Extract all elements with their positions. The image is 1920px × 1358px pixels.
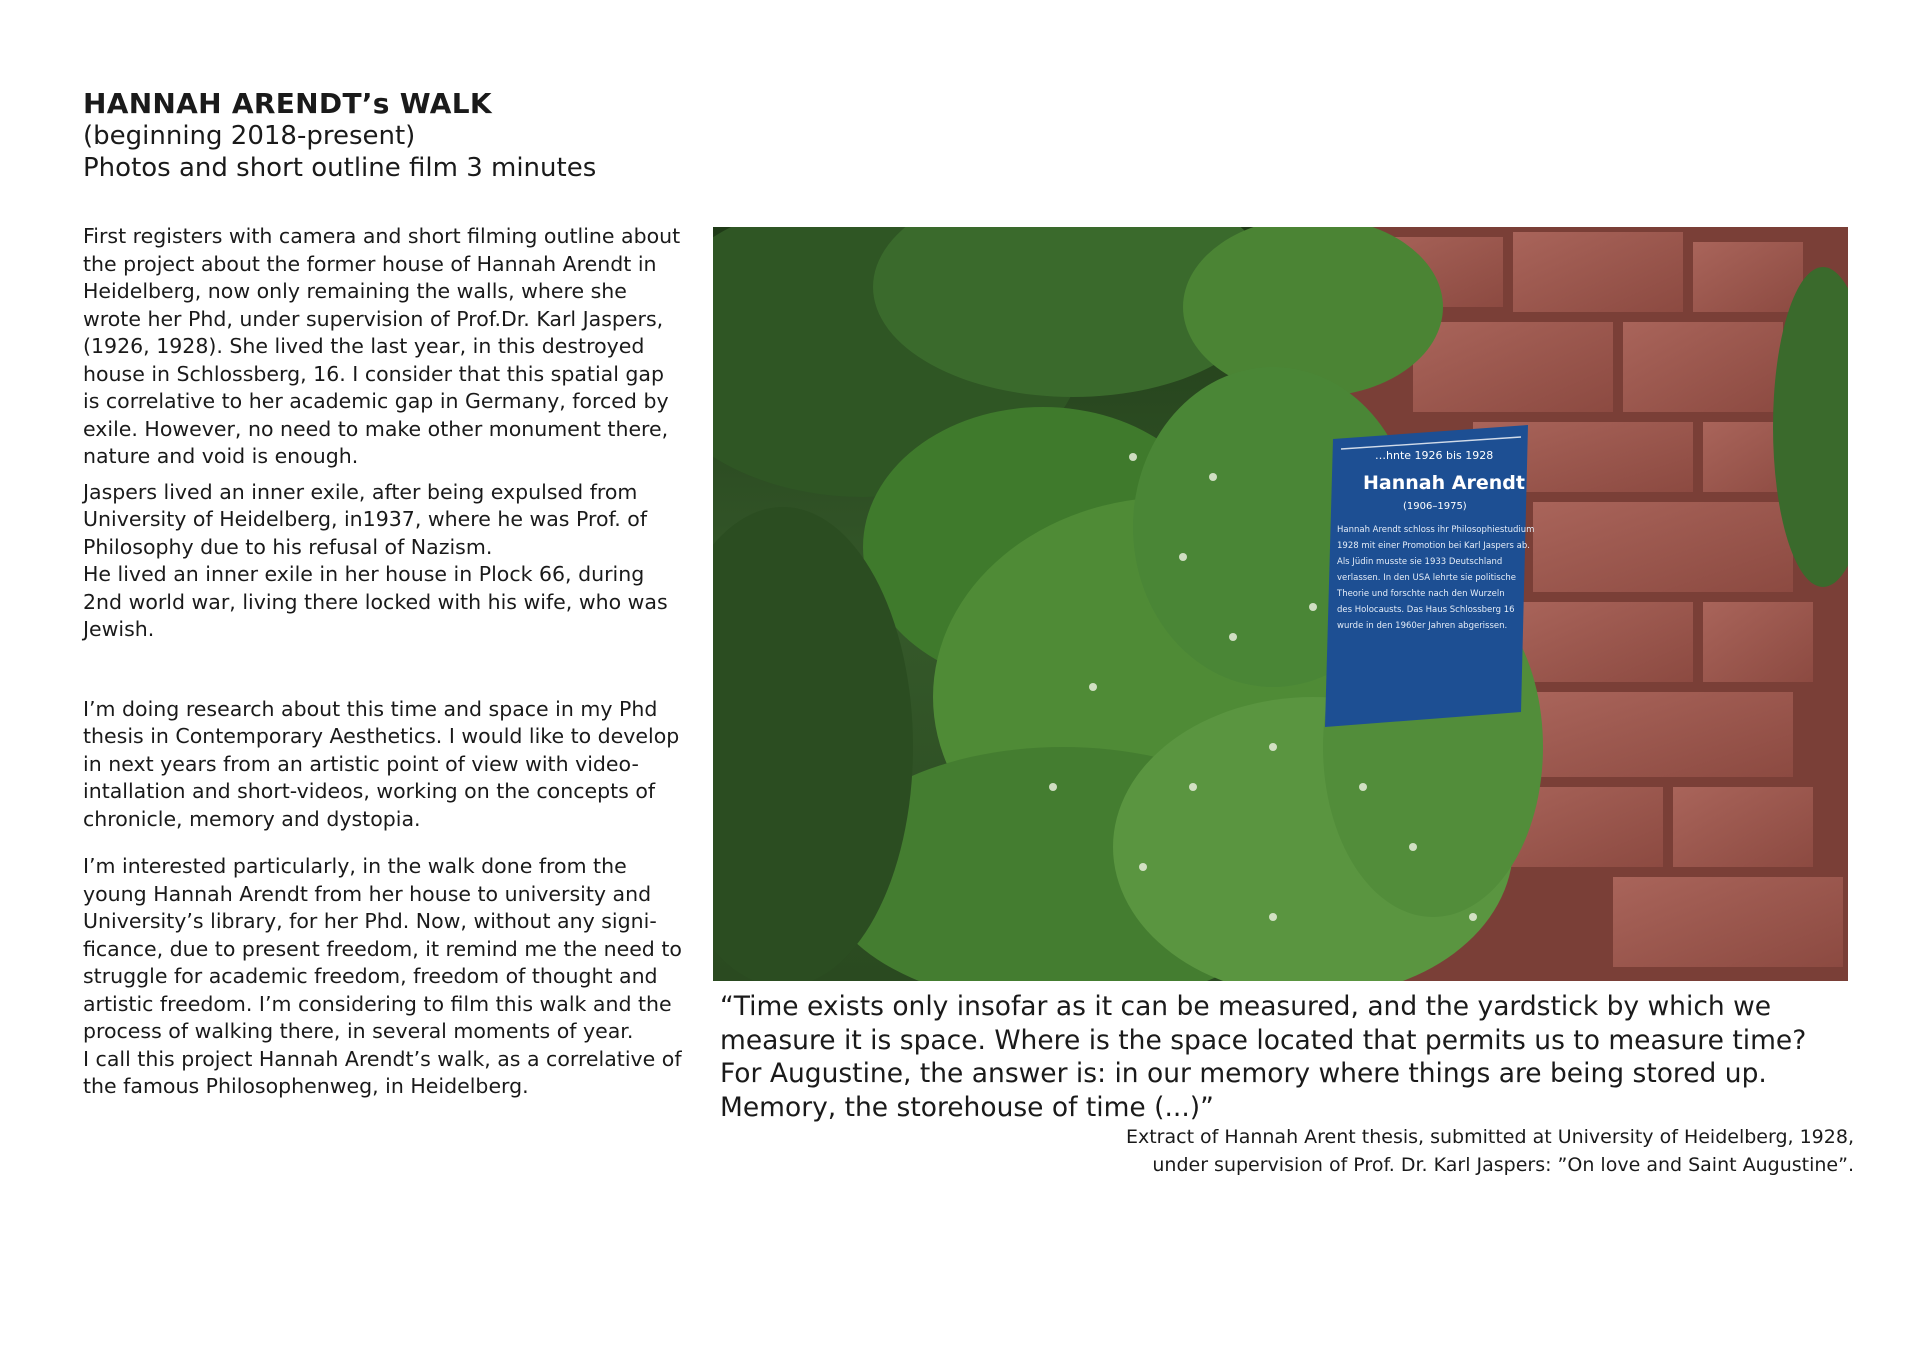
plaque-line: verlassen. In den USA lehrte sie politische bbox=[1337, 573, 1516, 583]
augustine-quote: “Time exists only insofar as it can be measured, and the yardstick by which we measure it is space. Where is the space located that permits us to measure time? For Augustine, the answer is: in our memory where things are being stored up. Memory, the storehouse of time (...)” bbox=[720, 991, 1807, 1123]
body-text bbox=[83, 223, 683, 1101]
plaque-line: Als Jüdin musste sie 1933 Deutschland bbox=[1337, 557, 1503, 567]
paragraph-project-name: I call this project Hannah Arendt’s walk, as a correlative of the famous Philosophenweg, in Heidelberg. bbox=[83, 1046, 682, 1098]
plaque-line: des Holocausts. Das Haus Schlossberg 16 bbox=[1337, 605, 1515, 615]
caption-line-2: under supervision of Prof. Dr. Karl Jaspers: ”On love and Saint Augustine”. bbox=[1152, 1154, 1854, 1176]
plaque-top: …hnte 1926 bis 1928 bbox=[1375, 449, 1494, 462]
caption-line-1: Extract of Hannah Arent thesis, submitted at University of Heidelberg, 1928, bbox=[1125, 1126, 1854, 1148]
memorial-plaque bbox=[1325, 425, 1534, 727]
header bbox=[83, 88, 683, 184]
plaque-line: 1928 mit einer Promotion bei Karl Jaspers ab. bbox=[1337, 541, 1530, 551]
quote-source-caption bbox=[954, 1123, 1854, 1179]
plaque-line: Hannah Arendt schloss ihr Philosophiestudium bbox=[1337, 525, 1535, 535]
paragraph-research: I’m doing research about this time and space in my Phd thesis in Contemporary Aesthetics. I would like to develop in next years from an artistic point of view with video-intallation and short-videos, working on the concepts of chronicle, memory and dystopia. bbox=[83, 696, 680, 831]
photo-wall-with-plaque bbox=[713, 227, 1848, 981]
subtitle-dates: (beginning 2018-present) bbox=[83, 121, 416, 151]
paragraph-intro: First registers with camera and short filming outline about the project about the former house of Hannah Arendt in Heidelberg, now only remaining the walls, where she wrote her Phd, under supervision of Prof.Dr. Karl Jaspers, (1926, 1928). She lived the last year, in this destroyed house in Schlossberg, 16. I consider that this spatial gap is correlative to her academic gap in Germany, forced by exile. However, no need to make other monument there, nature and void is enough. bbox=[83, 224, 681, 468]
page-title: HANNAH ARENDT’s WALK bbox=[83, 87, 492, 120]
paragraph-walk: I’m interested particularly, in the walk done from the young Hannah Arendt from her house to university and University’s library, for her Phd. Now, without any significance, due to present freedom, it remind me the need to struggle for academic freedom, freedom of thought and artistic freedom. I’m considering to film this walk and the process of walking there, in several moments of year. bbox=[83, 854, 682, 1043]
paragraph-jaspers-house: He lived an inner exile in her house in Plock 66, during 2nd world war, living there locked with his wife, who was Jewish. bbox=[83, 562, 668, 641]
plaque-line: wurde in den 1960er Jahren abgerissen. bbox=[1337, 621, 1508, 631]
plaque-name: Hannah Arendt bbox=[1363, 472, 1525, 494]
subtitle-description: Photos and short outline film 3 minutes bbox=[83, 153, 597, 183]
plaque-line: Theorie und forschte nach den Wurzeln bbox=[1337, 589, 1505, 599]
plaque-years: (1906–1975) bbox=[1403, 501, 1467, 512]
paragraph-jaspers-exile: Jaspers lived an inner exile, after being expulsed from University of Heidelberg, in1937, where he was Prof. of Philosophy due to his refusal of Nazism. bbox=[83, 479, 648, 559]
